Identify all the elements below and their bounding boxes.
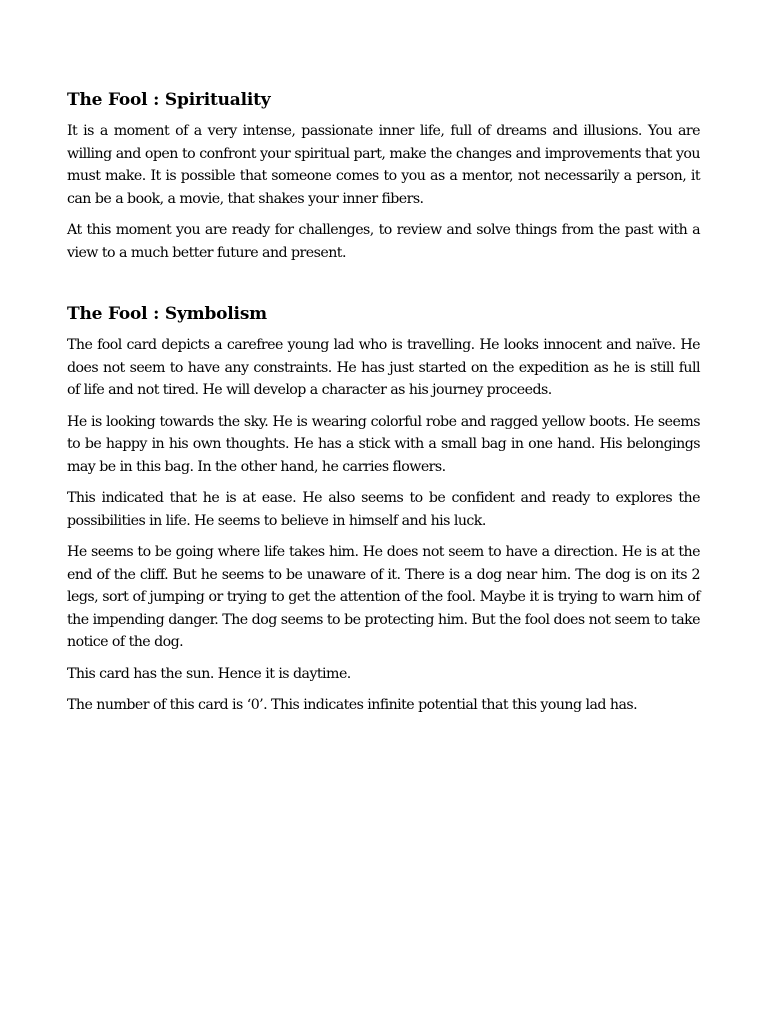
paragraph: This indicated that he is at ease. He also seems to be confident and ready to explores the possibilities in life. He seems to believe in himself and his luck. <box>67 490 700 529</box>
document-page <box>67 86 700 726</box>
paragraph: He seems to be going where life takes him. He does not seem to have a direction. He is at the end of the cliff. But he seems to be unaware of it. There is a dog near him. The dog is on its 2 legs, sort of jumping or trying to get the attention of the fool. Maybe it is trying to warn him of the impending danger. The dog seems to be protecting him. But the fool does not seem to take notice of the dog. <box>67 544 700 650</box>
section-symbolism <box>67 300 700 717</box>
paragraph: He is looking towards the sky. He is wearing colorful robe and ragged yellow boots. He seems to be happy in his own thoughts. He has a stick with a small bag in one hand. His belongings may be in this bag. In the other hand, he carries flowers. <box>67 413 700 475</box>
paragraph: It is a moment of a very intense, passionate inner life, full of dreams and illusions. You are willing and open to confront your spiritual part, make the changes and improvements that you must make. It is possible that someone comes to you as a mentor, not necessarily a person, it can be a book, a movie, that shakes your inner fibers. <box>67 123 700 207</box>
paragraph: This card has the sun. Hence it is daytime. <box>67 665 351 682</box>
paragraph: The number of this card is ‘0’. This indicates infinite potential that this young lad has. <box>67 697 638 713</box>
section-heading: The Fool : Spirituality <box>67 90 271 110</box>
paragraph: The fool card depicts a carefree young lad who is travelling. He looks innocent and naïve. He does not seem to have any constraints. He has just started on the expedition as he is still full of life and not tired. He will develop a character as his journey proceeds. <box>67 337 700 398</box>
section-spirituality <box>67 86 700 264</box>
paragraph: At this moment you are ready for challenges, to review and solve things from the past with a view to a much better future and present. <box>67 222 700 261</box>
section-heading: The Fool : Symbolism <box>67 304 267 324</box>
